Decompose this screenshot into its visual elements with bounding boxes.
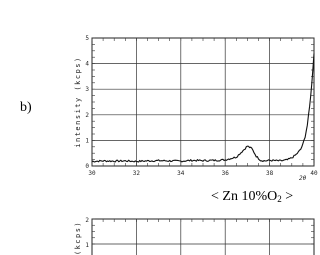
y-tick-label: 4	[85, 60, 89, 68]
plot-frame-bottom	[92, 219, 314, 255]
sample-caption	[211, 189, 293, 205]
y-tick-label: 5	[85, 35, 89, 42]
caption-prefix: < Zn 10%O	[211, 189, 278, 204]
y-tick-label: 1	[85, 242, 89, 249]
y-tick-label: 1	[85, 137, 89, 145]
plot-frame	[92, 38, 314, 166]
y-tick-labels-bottom	[85, 217, 89, 249]
grid-lines	[92, 38, 314, 166]
caption-suffix: >	[281, 189, 294, 204]
x-tick-labels	[88, 170, 318, 177]
x-tick-label: 36	[221, 170, 229, 177]
x-tick-label: 40	[310, 170, 318, 177]
series-line-intensity	[92, 53, 314, 162]
xrd-chart-bottom	[74, 217, 314, 255]
x-tick-label: 30	[88, 170, 96, 177]
x-tick-label: 32	[132, 170, 141, 177]
y-tick-label: 2	[85, 111, 89, 119]
y-tick-labels	[85, 35, 89, 170]
y-tick-label: 3	[85, 86, 89, 94]
y-axis-label-bottom: (kcps)	[74, 220, 82, 255]
axis-ticks	[92, 38, 314, 166]
x-axis-label: 2θ	[299, 175, 307, 182]
x-tick-label: 34	[177, 170, 185, 177]
y-axis-label: intensity (kcps)	[74, 56, 82, 148]
grid-lines-bottom	[92, 219, 314, 255]
xrd-chart-top	[74, 35, 318, 182]
y-tick-label: 0	[85, 163, 89, 170]
panel-label: b)	[20, 100, 32, 115]
y-tick-label: 2	[85, 217, 89, 224]
x-tick-label: 38	[265, 170, 274, 177]
caption-subscript: 2	[277, 194, 282, 204]
